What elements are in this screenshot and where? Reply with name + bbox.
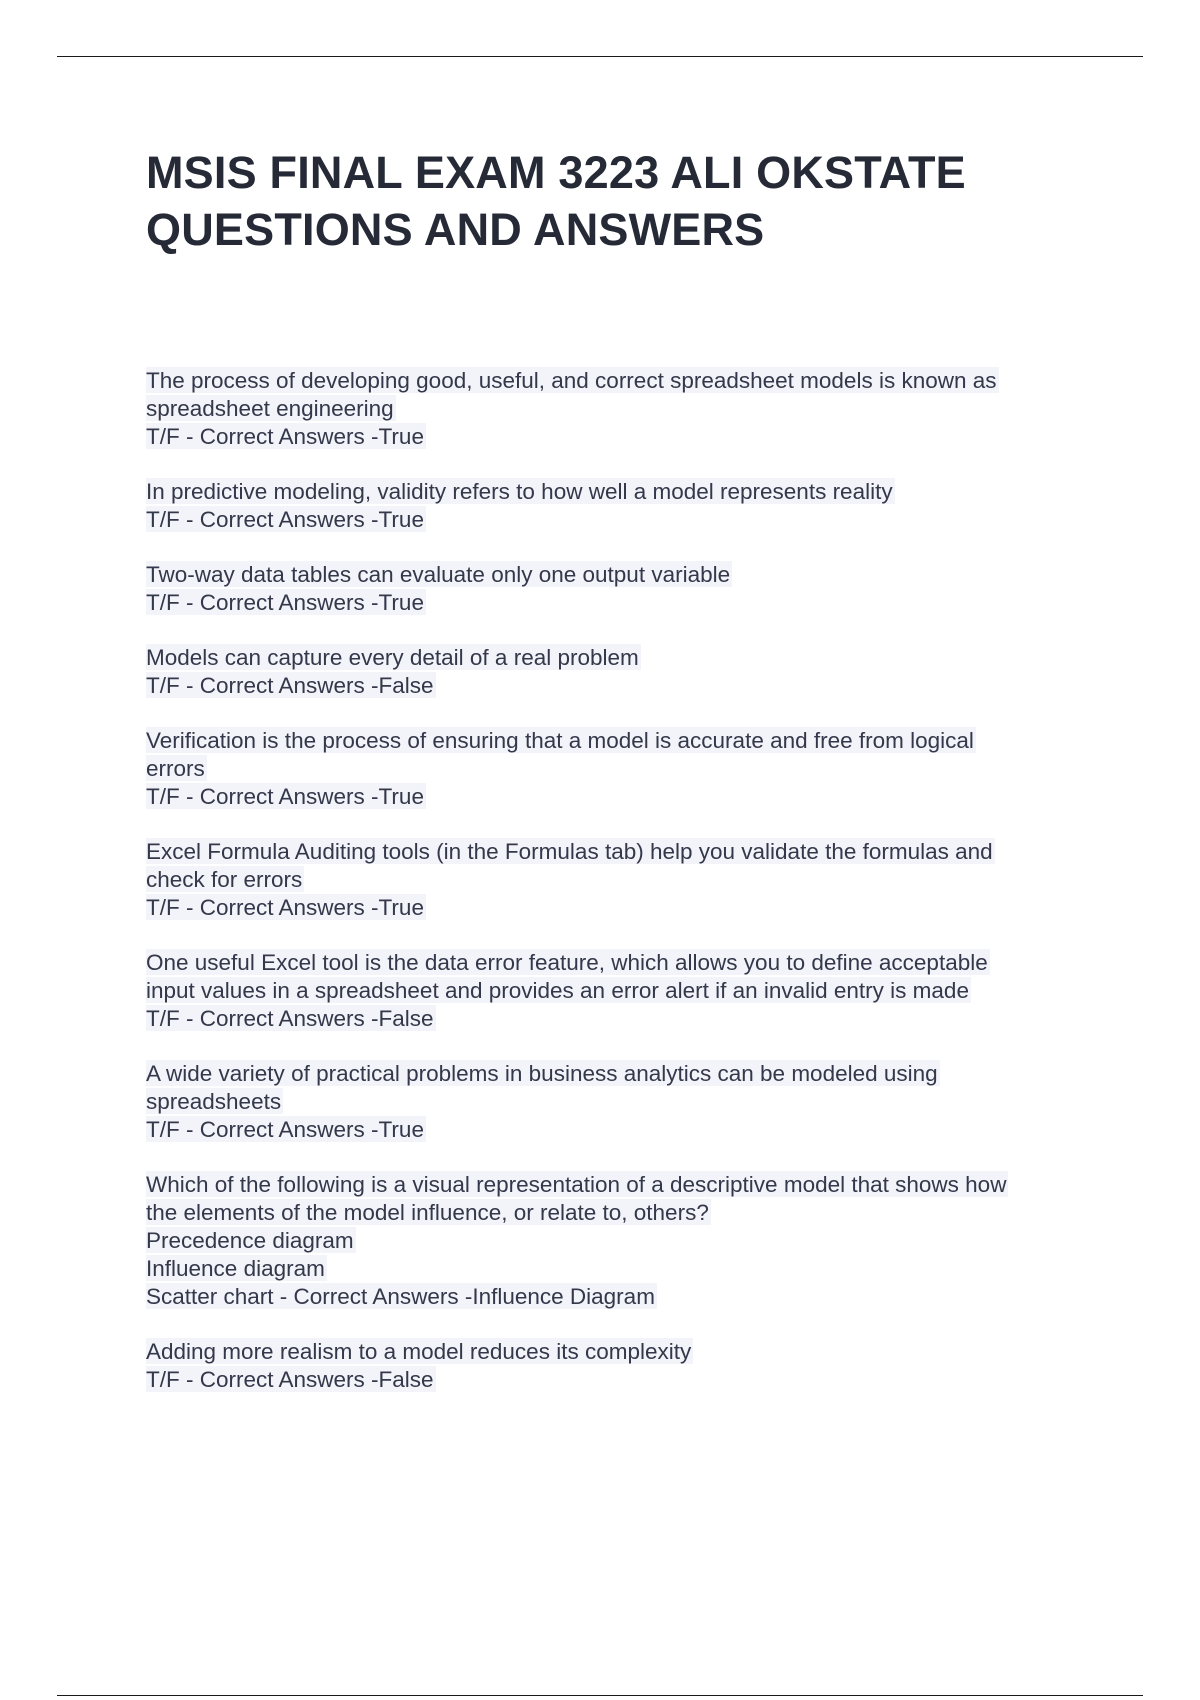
qa-line-text: errors: [146, 756, 205, 781]
qa-line: [146, 478, 1086, 506]
qa-line-text: spreadsheets: [146, 1089, 282, 1114]
qa-line: [146, 644, 1086, 672]
page-title: [146, 144, 1106, 258]
qa-line: [146, 1227, 1086, 1255]
qa-item: [146, 949, 1086, 1033]
qa-line-text: spreadsheet engineering: [146, 396, 394, 421]
qa-line-text: the elements of the model influence, or relate to, others?: [146, 1200, 709, 1225]
qa-line: [146, 367, 1086, 395]
qa-item: [146, 1060, 1086, 1144]
qa-line-text: Precedence diagram: [146, 1228, 354, 1253]
qa-line-text: Verification is the process of ensuring that a model is accurate and free from logical: [146, 728, 974, 753]
qa-item: [146, 478, 1086, 534]
qa-line: [146, 1005, 1086, 1033]
qa-line-text: Influence diagram: [146, 1256, 325, 1281]
qa-line-text: T/F - Correct Answers -False: [146, 1006, 434, 1031]
qa-line-text: The process of developing good, useful, and correct spreadsheet models is known as: [146, 368, 997, 393]
title-line-1: MSIS FINAL EXAM 3223 ALI OKSTATE: [146, 147, 966, 198]
qa-line: [146, 1255, 1086, 1283]
qa-line: [146, 1366, 1086, 1394]
qa-line-text: Models can capture every detail of a real problem: [146, 645, 639, 670]
qa-line: [146, 589, 1086, 617]
qa-line: [146, 727, 1086, 755]
qa-line-text: In predictive modeling, validity refers to how well a model represents reality: [146, 479, 893, 504]
qa-line-text: T/F - Correct Answers -True: [146, 784, 424, 809]
qa-line-text: T/F - Correct Answers -True: [146, 895, 424, 920]
top-rule: [57, 56, 1143, 57]
qa-line-text: T/F - Correct Answers -False: [146, 673, 434, 698]
qa-line: [146, 1199, 1086, 1227]
qa-line: [146, 1116, 1086, 1144]
qa-line: [146, 672, 1086, 700]
qa-line: [146, 561, 1086, 589]
qa-item: [146, 561, 1086, 617]
qa-item: [146, 644, 1086, 700]
qa-line-text: Excel Formula Auditing tools (in the Formulas tab) help you validate the formulas and: [146, 839, 993, 864]
qa-line-text: check for errors: [146, 867, 303, 892]
qa-line-text: T/F - Correct Answers -True: [146, 507, 424, 532]
qa-line: [146, 1283, 1086, 1311]
qa-line-text: Which of the following is a visual representation of a descriptive model that shows how: [146, 1172, 1007, 1197]
qa-line: [146, 1060, 1086, 1088]
qa-line: [146, 949, 1086, 977]
qa-line: [146, 423, 1086, 451]
qa-line-text: Adding more realism to a model reduces its complexity: [146, 1339, 692, 1364]
qa-line: [146, 755, 1086, 783]
qa-line: [146, 866, 1086, 894]
qa-line: [146, 395, 1086, 423]
qa-line: [146, 506, 1086, 534]
qa-line-text: T/F - Correct Answers -True: [146, 1117, 424, 1142]
qa-line-text: A wide variety of practical problems in business analytics can be modeled using: [146, 1061, 938, 1086]
qa-line: [146, 1338, 1086, 1366]
qa-line: [146, 783, 1086, 811]
qa-line: [146, 894, 1086, 922]
qa-line-text: T/F - Correct Answers -False: [146, 1367, 434, 1392]
qa-item: [146, 367, 1086, 451]
qa-line-text: One useful Excel tool is the data error feature, which allows you to define acceptable: [146, 950, 988, 975]
bottom-rule: [57, 1695, 1143, 1696]
qa-item: [146, 1171, 1086, 1311]
qa-item: [146, 1338, 1086, 1394]
qa-line: [146, 838, 1086, 866]
qa-list: [146, 367, 1086, 1421]
qa-line-text: Two-way data tables can evaluate only one output variable: [146, 562, 731, 587]
qa-line: [146, 1088, 1086, 1116]
qa-line: [146, 977, 1086, 1005]
qa-line-text: T/F - Correct Answers -True: [146, 590, 424, 615]
title-line-2: QUESTIONS AND ANSWERS: [146, 204, 765, 255]
qa-item: [146, 727, 1086, 811]
qa-line-text: input values in a spreadsheet and provides an error alert if an invalid entry is made: [146, 978, 969, 1003]
qa-line: [146, 1171, 1086, 1199]
qa-item: [146, 838, 1086, 922]
qa-line-text: T/F - Correct Answers -True: [146, 424, 424, 449]
qa-line-text: Scatter chart - Correct Answers -Influence Diagram: [146, 1284, 655, 1309]
